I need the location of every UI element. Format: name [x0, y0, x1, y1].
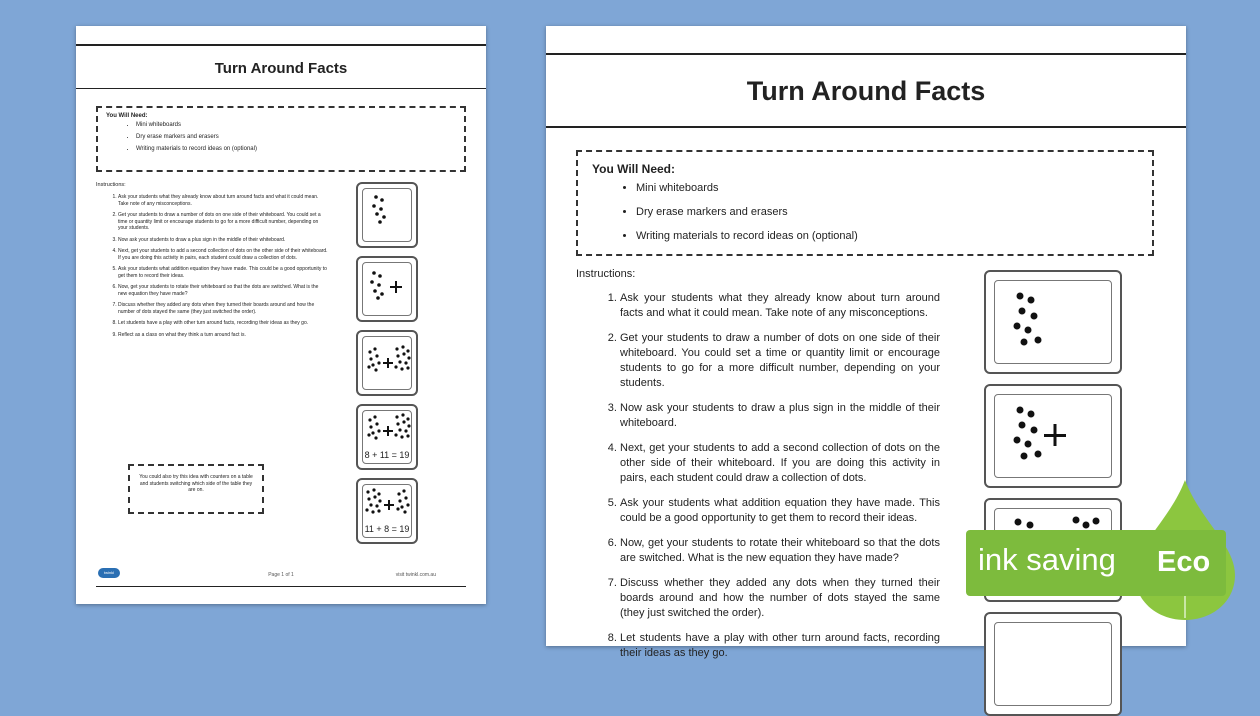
- instruction-step: 8. Let students have a play with other turn around facts, recording their ideas as they go.: [620, 631, 940, 661]
- page-number: Page 1 of 1: [268, 572, 294, 578]
- worksheet-preview-small: [76, 26, 486, 604]
- whiteboard-equation-1: [984, 612, 1122, 716]
- need-item: • Writing materials to record ideas on (optional): [136, 143, 456, 155]
- equation-label: 11 + 8 = 19: [364, 524, 410, 534]
- instruction-step: 4. Next, get your students to add a second collection of dots on the other side of their whiteboard. If you are doing this activity in pairs, each student could draw a collection of dots.: [620, 441, 940, 486]
- dots-plus-dots-icon: [358, 332, 416, 394]
- page-title: Turn Around Facts: [746, 76, 986, 106]
- you-will-need-box: [96, 106, 466, 172]
- instructions-label: Instructions:: [576, 268, 636, 280]
- instructions-list: [118, 194, 328, 338]
- header-rule-bottom: [546, 126, 1186, 128]
- whiteboard-dots-plus: [356, 256, 418, 322]
- header-rule-top: [546, 53, 1186, 55]
- instruction-step: 2. Get your students to draw a number of dots on one side of their whiteboard. You could set a time or quantity limit or encourage students to go for a more difficult number, depending on your students.: [118, 212, 328, 232]
- need-item: • Dry erase markers and erasers: [136, 131, 456, 143]
- whiteboard-dots-plus: [984, 384, 1122, 488]
- site-link: visit twinkl.com.au: [395, 572, 436, 578]
- whiteboard-dots: [984, 270, 1122, 374]
- need-heading: You Will Need:: [106, 113, 148, 119]
- instructions-label: Instructions:: [96, 182, 126, 188]
- whiteboard-equation-2: [356, 478, 418, 544]
- need-item: • Dry erase markers and erasers: [636, 200, 1138, 224]
- instruction-step: 4. Next, get your students to add a second collection of dots on the other side of their whiteboard. If you are doing this activity in pairs, each student could draw a collection of dots.: [118, 248, 328, 261]
- brand-logo: twinkl: [98, 568, 120, 578]
- instruction-step: 6. Now, get your students to rotate their whiteboard so that the dots are switched. What is the new equation they have made?: [620, 536, 940, 566]
- instruction-step: 9. Reflect as a class on what they think a turn around fact is.: [118, 332, 328, 339]
- you-will-need-box: [576, 150, 1154, 256]
- instruction-step: 8. Let students have a play with other turn around facts, recording their ideas as they go.: [118, 320, 328, 327]
- instruction-step: 3. Now ask your students to draw a plus sign in the middle of their whiteboard.: [620, 401, 940, 431]
- whiteboard-equation-1: [356, 404, 418, 470]
- eco-label: Eco: [1157, 546, 1211, 578]
- whiteboard-dots: [356, 182, 418, 248]
- header-rule-bottom: [76, 88, 486, 89]
- need-item: • Mini whiteboards: [136, 119, 456, 131]
- instruction-step: 3. Now ask your students to draw a plus sign in the middle of their whiteboard.: [118, 237, 328, 244]
- instruction-step: 6. Now, get your students to rotate their whiteboard so that the dots are switched. What is the new equation they have made?: [118, 284, 328, 297]
- dots-plus-icon: [358, 258, 416, 320]
- dots-icon: [986, 272, 1120, 372]
- instruction-step: 1. Ask your students what they already know about turn around facts and what it could mean. Take note of any misconceptions.: [620, 291, 940, 321]
- instruction-step: 7. Discuss whether they added any dots when they turned their boards around and how the number of dots stayed the same (they just switched the order).: [118, 302, 328, 315]
- need-item: • Mini whiteboards: [636, 176, 1138, 200]
- dots-icon: [358, 184, 416, 246]
- tip-box: You could also try this idea with counters on a table and students switching which side of the table they are on.: [128, 464, 264, 514]
- instruction-step: 1. Ask your students what they already know about turn around facts and what it could mean. Take note of any misconceptions.: [118, 194, 328, 207]
- need-item: • Writing materials to record ideas on (optional): [636, 224, 1138, 248]
- page-title: Turn Around Facts: [214, 60, 348, 77]
- dots-plus-icon: [986, 386, 1120, 486]
- instruction-step: 7. Discuss whether they added any dots when they turned their boards around and how the number of dots stayed the same (they just switched the order).: [620, 576, 940, 621]
- instructions-list: [620, 291, 940, 671]
- instruction-step: 5. Ask your students what addition equation they have made. This could be a good opportunity to get them to record their ideas.: [118, 266, 328, 279]
- equation-label: 8 + 11 = 19: [364, 450, 410, 460]
- whiteboard-dots-plus-dots: [356, 330, 418, 396]
- instruction-step: 2. Get your students to draw a number of dots on one side of their whiteboard. You could set a time or quantity limit or encourage students to go for a more difficult number, depending on your students.: [620, 331, 940, 391]
- header-rule-top: [76, 44, 486, 46]
- ink-saving-label: ink saving: [978, 542, 1116, 577]
- need-heading: You Will Need:: [592, 162, 676, 176]
- instruction-step: 5. Ask your students what addition equation they have made. This could be a good opportunity to get them to record their ideas.: [620, 496, 940, 526]
- footer-rule: [96, 586, 466, 587]
